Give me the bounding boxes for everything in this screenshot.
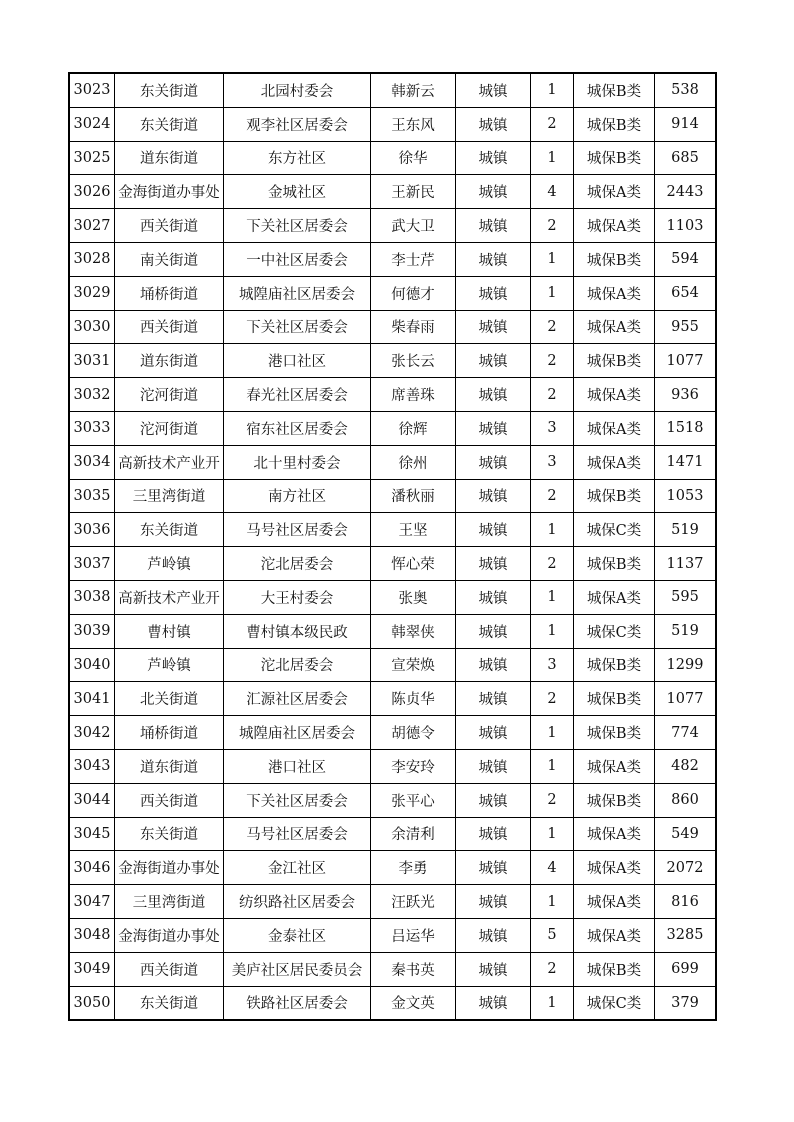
serial-number-cell: 3047	[69, 885, 115, 919]
person-name-cell: 汪跃光	[371, 885, 456, 919]
serial-number-cell: 3042	[69, 716, 115, 750]
street-cell: 芦岭镇	[115, 547, 224, 581]
table-row	[69, 209, 716, 243]
person-name-cell: 宣荣焕	[371, 648, 456, 682]
table-row	[69, 141, 716, 175]
street-cell: 东关街道	[115, 513, 224, 547]
insurance-category-cell: 城保A类	[574, 445, 655, 479]
amount-cell: 654	[655, 276, 717, 310]
person-name-cell: 余清利	[371, 817, 456, 851]
table-row	[69, 378, 716, 412]
amount-cell: 1077	[655, 344, 717, 378]
serial-number-cell: 3033	[69, 411, 115, 445]
amount-cell: 594	[655, 242, 717, 276]
person-name-cell: 王东风	[371, 107, 456, 141]
insurance-category-cell: 城保A类	[574, 580, 655, 614]
records-table	[68, 72, 717, 1021]
table-row	[69, 580, 716, 614]
household-count-cell: 1	[531, 73, 574, 107]
street-cell: 东关街道	[115, 107, 224, 141]
amount-cell: 1471	[655, 445, 717, 479]
street-cell: 东关街道	[115, 73, 224, 107]
table-row	[69, 648, 716, 682]
community-cell: 下关社区居委会	[224, 310, 371, 344]
street-cell: 道东街道	[115, 344, 224, 378]
street-cell: 北关街道	[115, 682, 224, 716]
amount-cell: 685	[655, 141, 717, 175]
person-name-cell: 韩新云	[371, 73, 456, 107]
serial-number-cell: 3031	[69, 344, 115, 378]
serial-number-cell: 3028	[69, 242, 115, 276]
street-cell: 西关街道	[115, 783, 224, 817]
area-type-cell: 城镇	[456, 580, 531, 614]
area-type-cell: 城镇	[456, 986, 531, 1020]
street-cell: 高新技术产业开	[115, 580, 224, 614]
person-name-cell: 陈贞华	[371, 682, 456, 716]
household-count-cell: 3	[531, 445, 574, 479]
area-type-cell: 城镇	[456, 918, 531, 952]
household-count-cell: 2	[531, 952, 574, 986]
table-row	[69, 885, 716, 919]
area-type-cell: 城镇	[456, 513, 531, 547]
area-type-cell: 城镇	[456, 310, 531, 344]
insurance-category-cell: 城保B类	[574, 547, 655, 581]
serial-number-cell: 3035	[69, 479, 115, 513]
area-type-cell: 城镇	[456, 411, 531, 445]
area-type-cell: 城镇	[456, 885, 531, 919]
household-count-cell: 2	[531, 209, 574, 243]
amount-cell: 595	[655, 580, 717, 614]
street-cell: 金海街道办事处	[115, 851, 224, 885]
insurance-category-cell: 城保B类	[574, 344, 655, 378]
serial-number-cell: 3025	[69, 141, 115, 175]
area-type-cell: 城镇	[456, 648, 531, 682]
person-name-cell: 李士芹	[371, 242, 456, 276]
person-name-cell: 金文英	[371, 986, 456, 1020]
insurance-category-cell: 城保A类	[574, 310, 655, 344]
person-name-cell: 韩翠侠	[371, 614, 456, 648]
amount-cell: 1103	[655, 209, 717, 243]
household-count-cell: 1	[531, 986, 574, 1020]
community-cell: 马号社区居委会	[224, 513, 371, 547]
person-name-cell: 徐辉	[371, 411, 456, 445]
amount-cell: 816	[655, 885, 717, 919]
household-count-cell: 2	[531, 107, 574, 141]
community-cell: 观李社区居委会	[224, 107, 371, 141]
street-cell: 金海街道办事处	[115, 175, 224, 209]
area-type-cell: 城镇	[456, 73, 531, 107]
community-cell: 纺织路社区居委会	[224, 885, 371, 919]
amount-cell: 914	[655, 107, 717, 141]
person-name-cell: 席善珠	[371, 378, 456, 412]
table-row	[69, 783, 716, 817]
area-type-cell: 城镇	[456, 479, 531, 513]
community-cell: 宿东社区居委会	[224, 411, 371, 445]
community-cell: 北十里村委会	[224, 445, 371, 479]
community-cell: 港口社区	[224, 344, 371, 378]
street-cell: 三里湾街道	[115, 885, 224, 919]
household-count-cell: 2	[531, 344, 574, 378]
community-cell: 沱北居委会	[224, 648, 371, 682]
household-count-cell: 1	[531, 749, 574, 783]
community-cell: 一中社区居委会	[224, 242, 371, 276]
person-name-cell: 李勇	[371, 851, 456, 885]
street-cell: 高新技术产业开	[115, 445, 224, 479]
table-row	[69, 952, 716, 986]
insurance-category-cell: 城保A类	[574, 276, 655, 310]
amount-cell: 955	[655, 310, 717, 344]
insurance-category-cell: 城保A类	[574, 885, 655, 919]
person-name-cell: 吕运华	[371, 918, 456, 952]
amount-cell: 519	[655, 513, 717, 547]
street-cell: 金海街道办事处	[115, 918, 224, 952]
street-cell: 南关街道	[115, 242, 224, 276]
person-name-cell: 张奥	[371, 580, 456, 614]
street-cell: 芦岭镇	[115, 648, 224, 682]
person-name-cell: 徐州	[371, 445, 456, 479]
community-cell: 下关社区居委会	[224, 783, 371, 817]
serial-number-cell: 3029	[69, 276, 115, 310]
table-row	[69, 73, 716, 107]
street-cell: 沱河街道	[115, 378, 224, 412]
insurance-category-cell: 城保A类	[574, 175, 655, 209]
serial-number-cell: 3043	[69, 749, 115, 783]
community-cell: 铁路社区居委会	[224, 986, 371, 1020]
amount-cell: 2072	[655, 851, 717, 885]
area-type-cell: 城镇	[456, 141, 531, 175]
area-type-cell: 城镇	[456, 445, 531, 479]
household-count-cell: 1	[531, 276, 574, 310]
area-type-cell: 城镇	[456, 851, 531, 885]
insurance-category-cell: 城保A类	[574, 378, 655, 412]
table-row	[69, 445, 716, 479]
street-cell: 沱河街道	[115, 411, 224, 445]
serial-number-cell: 3034	[69, 445, 115, 479]
person-name-cell: 潘秋丽	[371, 479, 456, 513]
person-name-cell: 张平心	[371, 783, 456, 817]
community-cell: 金泰社区	[224, 918, 371, 952]
street-cell: 道东街道	[115, 141, 224, 175]
community-cell: 下关社区居委会	[224, 209, 371, 243]
serial-number-cell: 3036	[69, 513, 115, 547]
household-count-cell: 1	[531, 580, 574, 614]
insurance-category-cell: 城保B类	[574, 648, 655, 682]
insurance-category-cell: 城保C类	[574, 513, 655, 547]
person-name-cell: 胡德令	[371, 716, 456, 750]
serial-number-cell: 3045	[69, 817, 115, 851]
person-name-cell: 何德才	[371, 276, 456, 310]
area-type-cell: 城镇	[456, 276, 531, 310]
insurance-category-cell: 城保A类	[574, 411, 655, 445]
area-type-cell: 城镇	[456, 344, 531, 378]
household-count-cell: 1	[531, 817, 574, 851]
table-row	[69, 310, 716, 344]
household-count-cell: 1	[531, 885, 574, 919]
serial-number-cell: 3039	[69, 614, 115, 648]
amount-cell: 379	[655, 986, 717, 1020]
table-row	[69, 107, 716, 141]
person-name-cell: 柴春雨	[371, 310, 456, 344]
community-cell: 南方社区	[224, 479, 371, 513]
community-cell: 港口社区	[224, 749, 371, 783]
household-count-cell: 1	[531, 242, 574, 276]
serial-number-cell: 3046	[69, 851, 115, 885]
serial-number-cell: 3023	[69, 73, 115, 107]
household-count-cell: 3	[531, 411, 574, 445]
household-count-cell: 1	[531, 141, 574, 175]
table-row	[69, 716, 716, 750]
insurance-category-cell: 城保A类	[574, 209, 655, 243]
household-count-cell: 5	[531, 918, 574, 952]
amount-cell: 1077	[655, 682, 717, 716]
street-cell: 埇桥街道	[115, 716, 224, 750]
table-row	[69, 614, 716, 648]
community-cell: 沱北居委会	[224, 547, 371, 581]
community-cell: 曹村镇本级民政	[224, 614, 371, 648]
insurance-category-cell: 城保B类	[574, 242, 655, 276]
serial-number-cell: 3027	[69, 209, 115, 243]
amount-cell: 482	[655, 749, 717, 783]
table-row	[69, 851, 716, 885]
area-type-cell: 城镇	[456, 749, 531, 783]
serial-number-cell: 3032	[69, 378, 115, 412]
insurance-category-cell: 城保C类	[574, 986, 655, 1020]
table-row	[69, 682, 716, 716]
table-row	[69, 547, 716, 581]
amount-cell: 519	[655, 614, 717, 648]
table-row	[69, 276, 716, 310]
table-row	[69, 817, 716, 851]
insurance-category-cell: 城保B类	[574, 783, 655, 817]
street-cell: 道东街道	[115, 749, 224, 783]
community-cell: 大王村委会	[224, 580, 371, 614]
community-cell: 美庐社区居民委员会	[224, 952, 371, 986]
insurance-category-cell: 城保B类	[574, 479, 655, 513]
serial-number-cell: 3049	[69, 952, 115, 986]
area-type-cell: 城镇	[456, 783, 531, 817]
insurance-category-cell: 城保A类	[574, 851, 655, 885]
table-row	[69, 411, 716, 445]
person-name-cell: 徐华	[371, 141, 456, 175]
household-count-cell: 2	[531, 783, 574, 817]
insurance-category-cell: 城保B类	[574, 952, 655, 986]
insurance-category-cell: 城保A类	[574, 817, 655, 851]
table-row	[69, 918, 716, 952]
street-cell: 东关街道	[115, 817, 224, 851]
household-count-cell: 2	[531, 682, 574, 716]
serial-number-cell: 3041	[69, 682, 115, 716]
street-cell: 埇桥街道	[115, 276, 224, 310]
insurance-category-cell: 城保B类	[574, 73, 655, 107]
table-row	[69, 479, 716, 513]
community-cell: 汇源社区居委会	[224, 682, 371, 716]
street-cell: 西关街道	[115, 209, 224, 243]
household-count-cell: 1	[531, 513, 574, 547]
street-cell: 三里湾街道	[115, 479, 224, 513]
serial-number-cell: 3030	[69, 310, 115, 344]
household-count-cell: 2	[531, 479, 574, 513]
area-type-cell: 城镇	[456, 952, 531, 986]
amount-cell: 1518	[655, 411, 717, 445]
amount-cell: 2443	[655, 175, 717, 209]
household-count-cell: 2	[531, 378, 574, 412]
community-cell: 城隍庙社区居委会	[224, 276, 371, 310]
area-type-cell: 城镇	[456, 107, 531, 141]
serial-number-cell: 3050	[69, 986, 115, 1020]
area-type-cell: 城镇	[456, 547, 531, 581]
person-name-cell: 张长云	[371, 344, 456, 378]
serial-number-cell: 3044	[69, 783, 115, 817]
person-name-cell: 王新民	[371, 175, 456, 209]
area-type-cell: 城镇	[456, 378, 531, 412]
area-type-cell: 城镇	[456, 682, 531, 716]
table-row	[69, 986, 716, 1020]
community-cell: 北园村委会	[224, 73, 371, 107]
community-cell: 金江社区	[224, 851, 371, 885]
household-count-cell: 2	[531, 547, 574, 581]
community-cell: 城隍庙社区居委会	[224, 716, 371, 750]
amount-cell: 1299	[655, 648, 717, 682]
household-count-cell: 2	[531, 310, 574, 344]
table-row	[69, 175, 716, 209]
person-name-cell: 王坚	[371, 513, 456, 547]
serial-number-cell: 3040	[69, 648, 115, 682]
amount-cell: 699	[655, 952, 717, 986]
household-count-cell: 3	[531, 648, 574, 682]
area-type-cell: 城镇	[456, 175, 531, 209]
household-count-cell: 4	[531, 851, 574, 885]
area-type-cell: 城镇	[456, 614, 531, 648]
person-name-cell: 恽心荣	[371, 547, 456, 581]
serial-number-cell: 3038	[69, 580, 115, 614]
amount-cell: 3285	[655, 918, 717, 952]
serial-number-cell: 3048	[69, 918, 115, 952]
area-type-cell: 城镇	[456, 817, 531, 851]
amount-cell: 1137	[655, 547, 717, 581]
street-cell: 西关街道	[115, 310, 224, 344]
insurance-category-cell: 城保A类	[574, 918, 655, 952]
community-cell: 金城社区	[224, 175, 371, 209]
insurance-category-cell: 城保B类	[574, 716, 655, 750]
amount-cell: 538	[655, 73, 717, 107]
table-row	[69, 749, 716, 783]
street-cell: 东关街道	[115, 986, 224, 1020]
amount-cell: 549	[655, 817, 717, 851]
insurance-category-cell: 城保B类	[574, 107, 655, 141]
records-table-body	[69, 73, 716, 1020]
serial-number-cell: 3037	[69, 547, 115, 581]
person-name-cell: 李安玲	[371, 749, 456, 783]
person-name-cell: 秦书英	[371, 952, 456, 986]
insurance-category-cell: 城保B类	[574, 141, 655, 175]
table-row	[69, 344, 716, 378]
table-row	[69, 242, 716, 276]
insurance-category-cell: 城保A类	[574, 749, 655, 783]
household-count-cell: 4	[531, 175, 574, 209]
serial-number-cell: 3024	[69, 107, 115, 141]
amount-cell: 936	[655, 378, 717, 412]
street-cell: 曹村镇	[115, 614, 224, 648]
street-cell: 西关街道	[115, 952, 224, 986]
amount-cell: 774	[655, 716, 717, 750]
amount-cell: 1053	[655, 479, 717, 513]
area-type-cell: 城镇	[456, 716, 531, 750]
household-count-cell: 1	[531, 614, 574, 648]
insurance-category-cell: 城保B类	[574, 682, 655, 716]
household-count-cell: 1	[531, 716, 574, 750]
area-type-cell: 城镇	[456, 209, 531, 243]
serial-number-cell: 3026	[69, 175, 115, 209]
amount-cell: 860	[655, 783, 717, 817]
community-cell: 东方社区	[224, 141, 371, 175]
person-name-cell: 武大卫	[371, 209, 456, 243]
community-cell: 春光社区居委会	[224, 378, 371, 412]
community-cell: 马号社区居委会	[224, 817, 371, 851]
insurance-category-cell: 城保C类	[574, 614, 655, 648]
table-row	[69, 513, 716, 547]
area-type-cell: 城镇	[456, 242, 531, 276]
